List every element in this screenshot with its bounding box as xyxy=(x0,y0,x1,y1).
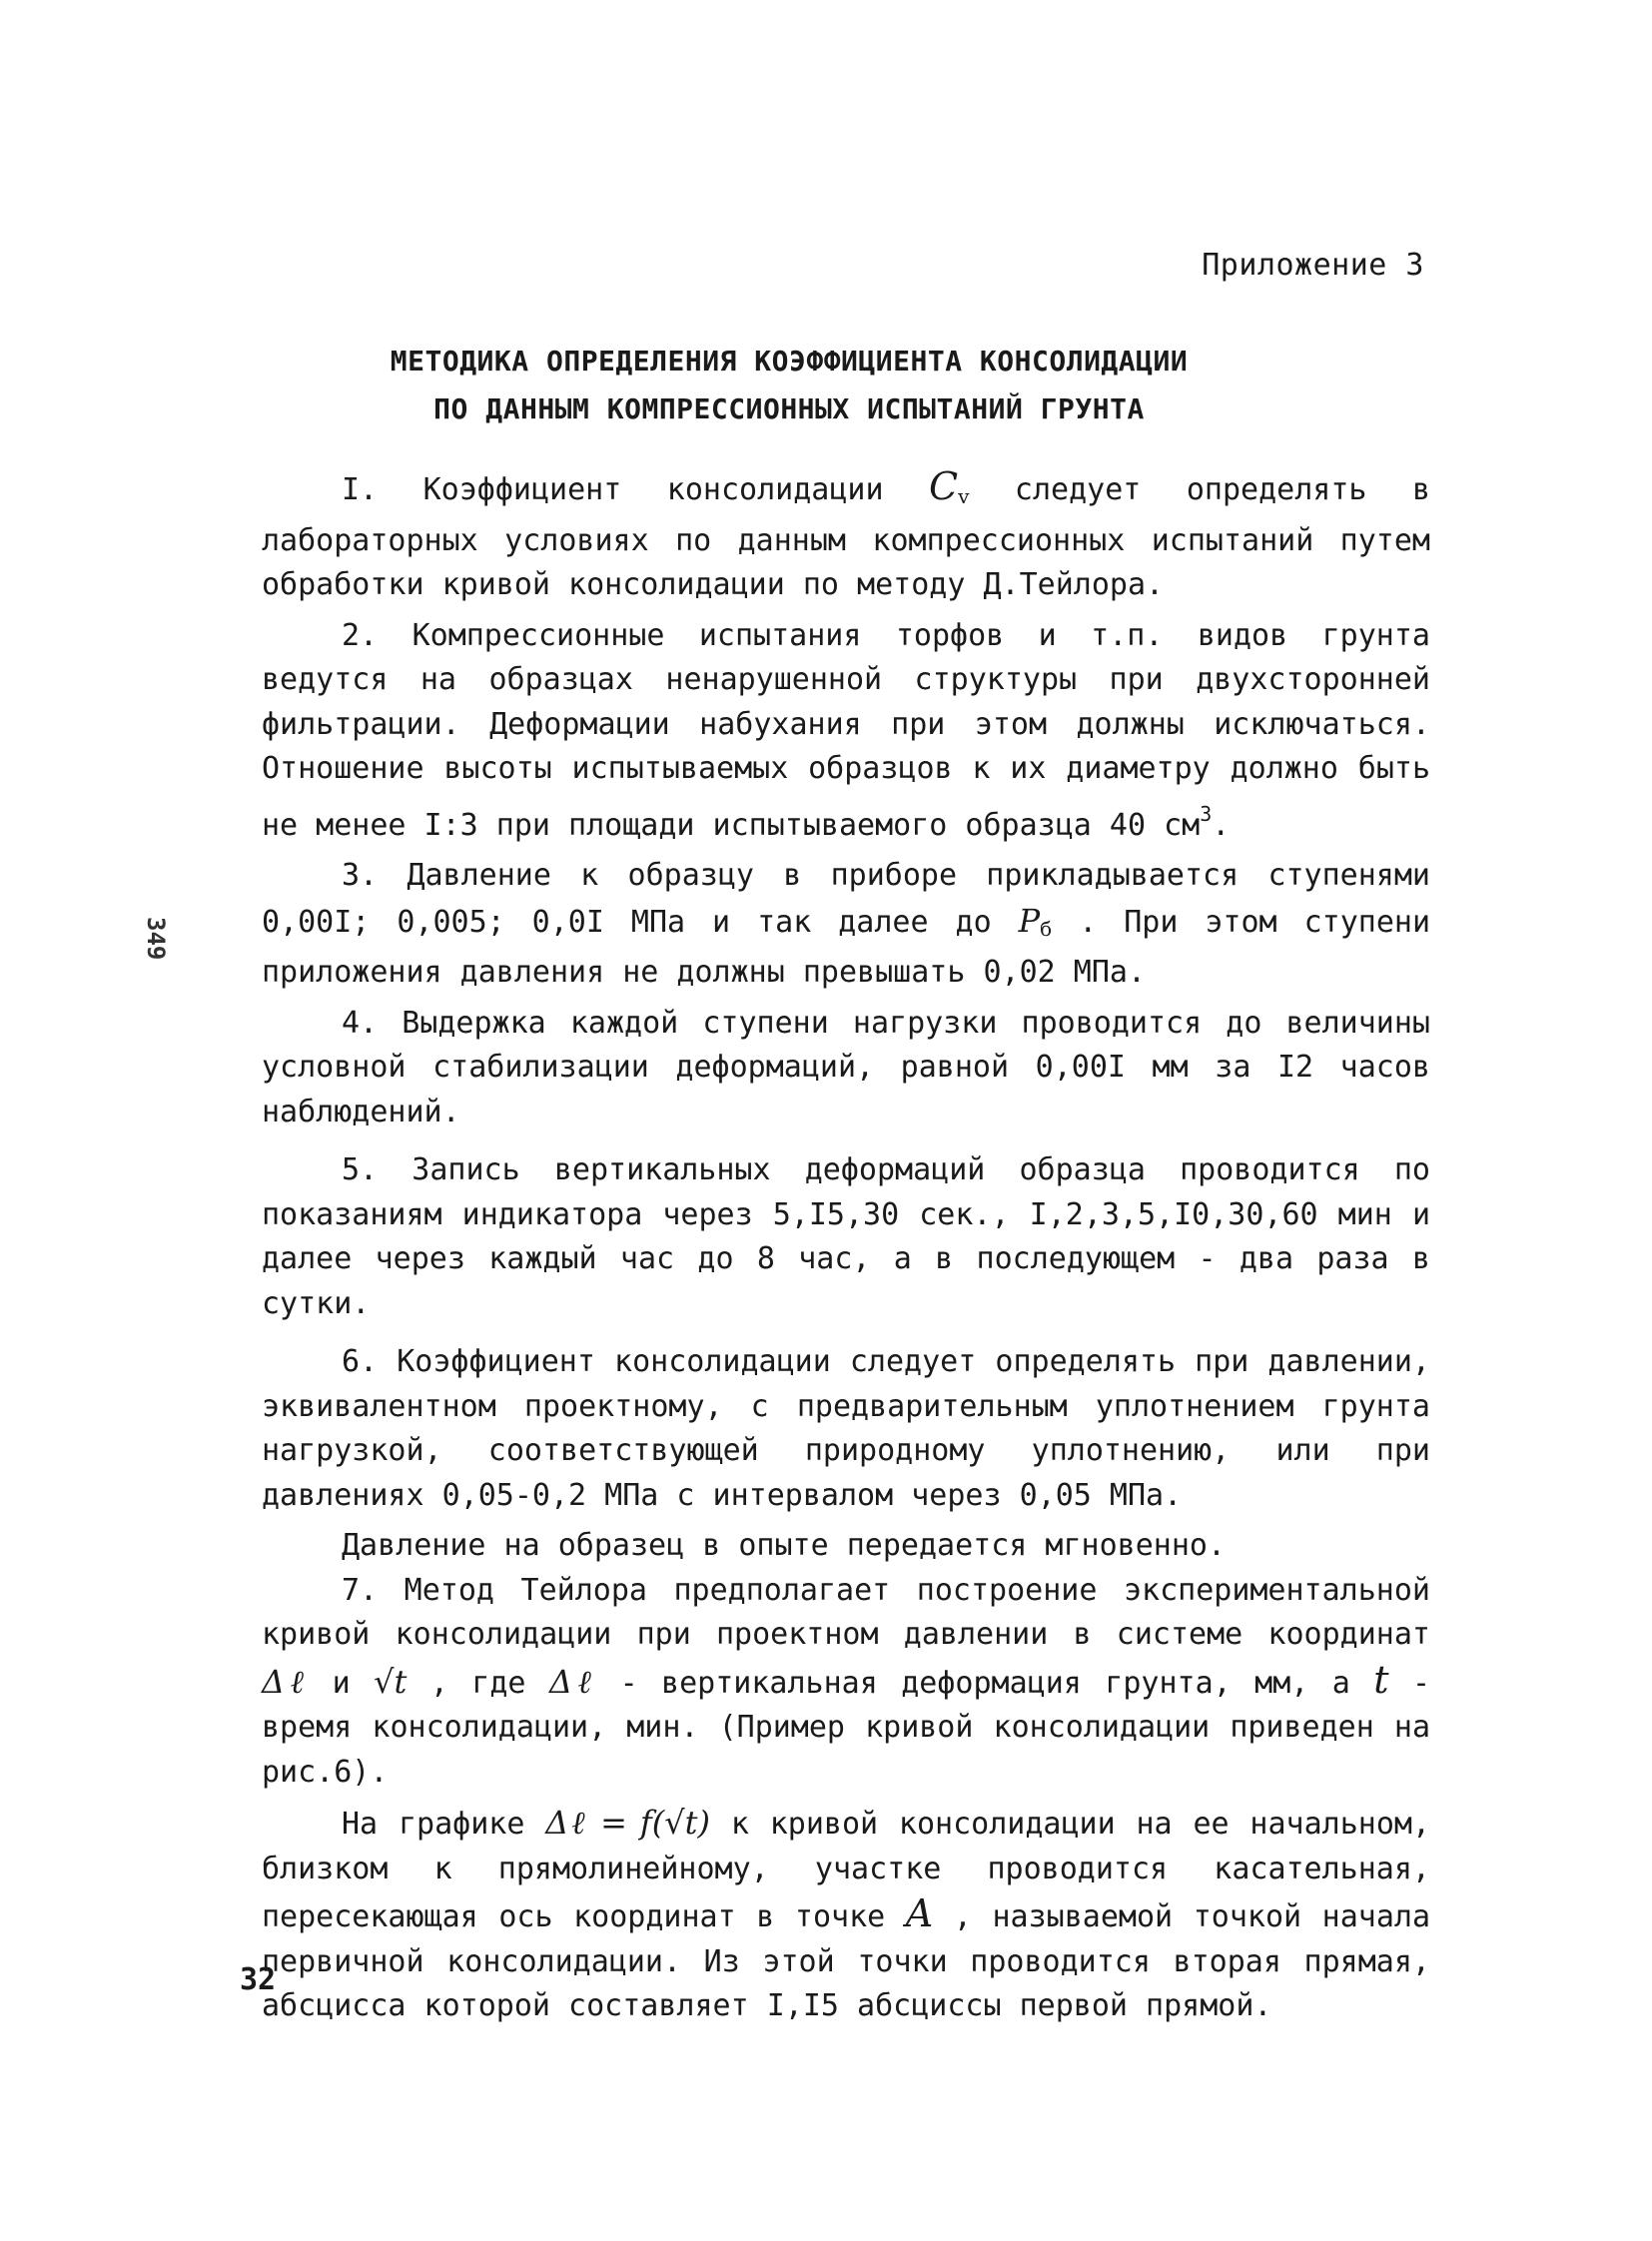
p7-text-b: , где xyxy=(429,1665,526,1701)
paragraph-8 xyxy=(262,1801,1430,2029)
cv-symbol xyxy=(929,464,969,508)
p7-text-d: - время консолидации, мин. (Пример кривой консолидации приведен на рис.6). xyxy=(262,1665,1431,1790)
title-line-2: ПО ДАННЫМ КОМПРЕССИОННЫХ ИСПЫТАНИЙ ГРУНТА xyxy=(433,392,1145,425)
p3-text-a: 3. Давление к образцу в приборе прикладывается ступенями 0,00I; 0,005; 0,0I МПа и так далее до xyxy=(262,858,1430,940)
paragraph-3 xyxy=(262,854,1430,996)
paragraph-6: 6. Коэффициент консолидации следует определять при давлении, эквивалентном проектному, с предварительным уплотнением грунта нагрузкой, соответствующей природному уплотнению, или при давлениях 0,05-0,2 МПа с интервалом через 0,05 МПа. xyxy=(262,1344,1430,1513)
cv-subscript: v xyxy=(958,484,970,508)
p2-text-a: 2. Компрессионные испытания торфов и т.п. видов грунта ведутся на образцах ненарушенной структуры при двухсторонней фильтрации. Деформации набухания при этом должны исключаться. Отношение высоты испытываемых образцов к их диаметру должно быть не менее I:3 при площади испытываемого образца 40 см xyxy=(262,617,1430,843)
paragraph-5: 5. Запись вертикальных деформаций образца проводится по показаниям индикатора через 5,I5,30 сек., I,2,3,5,I0,30,60 мин и далее через каждый час до 8 час, а в последующем - два раза в сутки. xyxy=(262,1152,1430,1321)
page-number: 32 xyxy=(240,1962,277,1997)
p8-text-a: На графике xyxy=(342,1807,525,1842)
document-body xyxy=(262,464,1430,2029)
pb-letter: P xyxy=(1018,901,1041,940)
delta-l-symbol: Δℓ xyxy=(262,1662,310,1701)
paragraph-4: 4. Выдержка каждой ступени нагрузки проводится до величины условной стабилизации деформаций, равной 0,00I мм за I2 часов наблюдений. xyxy=(262,1005,1430,1129)
sqrt-t-symbol: √t xyxy=(374,1662,408,1701)
paragraph-7 xyxy=(262,1569,1430,1796)
p7-text-c: - вертикальная деформация грунта, мм, а xyxy=(619,1665,1350,1701)
paragraph-1 xyxy=(262,464,1430,608)
p3-text-b: . При этом ступени приложения давления не должны превышать 0,02 МПа. xyxy=(262,904,1431,990)
t-symbol: t xyxy=(1373,1657,1389,1702)
p2-superscript: 3 xyxy=(1200,801,1213,826)
p7-text-a: 7. Метод Тейлора предполагает построение экспериментальной кривой консолидации при проектном давлении в системе координат xyxy=(262,1572,1430,1652)
pb-symbol xyxy=(1019,902,1053,940)
side-stamp: 349 xyxy=(142,917,170,961)
cv-letter: C xyxy=(929,464,959,508)
p8-text-b: к кривой консолидации на ее начальном, близком к прямолинейному, участке проводится касательная, пересекающая ось координат в точке xyxy=(262,1807,1431,1934)
delta-l-symbol-2: Δℓ xyxy=(548,1662,597,1701)
title-line-1: МЕТОДИКА ОПРЕДЕЛЕНИЯ КОЭФФИЦИЕНТА КОНСОЛИДАЦИИ xyxy=(390,345,1189,377)
p2-text-b: . xyxy=(1212,807,1231,843)
p7-and: и xyxy=(332,1665,351,1701)
pb-subscript: б xyxy=(1040,916,1053,941)
p1-text-b: следует определять в лабораторных условиях по данным компрессионных испытаний путем обработки кривой консолидации по методу Д.Тейлора. xyxy=(262,472,1431,602)
point-a-symbol: A xyxy=(905,1891,934,1935)
p8-text-c: , называемой точкой начала первичной консолидации. Из этой точки проводится вторая прямая, абсцисса которой составляет I,I5 абсциссы первой прямой. xyxy=(262,1899,1431,2023)
formula: Δℓ = f(√t) xyxy=(545,1804,710,1842)
document-title xyxy=(250,338,1328,433)
p1-text-a: I. Коэффициент консолидации xyxy=(342,472,884,507)
paragraph-6b: Давление на образец в опыте передается мгновенно. xyxy=(342,1528,1227,1563)
paragraph-2 xyxy=(262,614,1430,849)
appendix-label: Приложение 3 xyxy=(1202,248,1424,283)
